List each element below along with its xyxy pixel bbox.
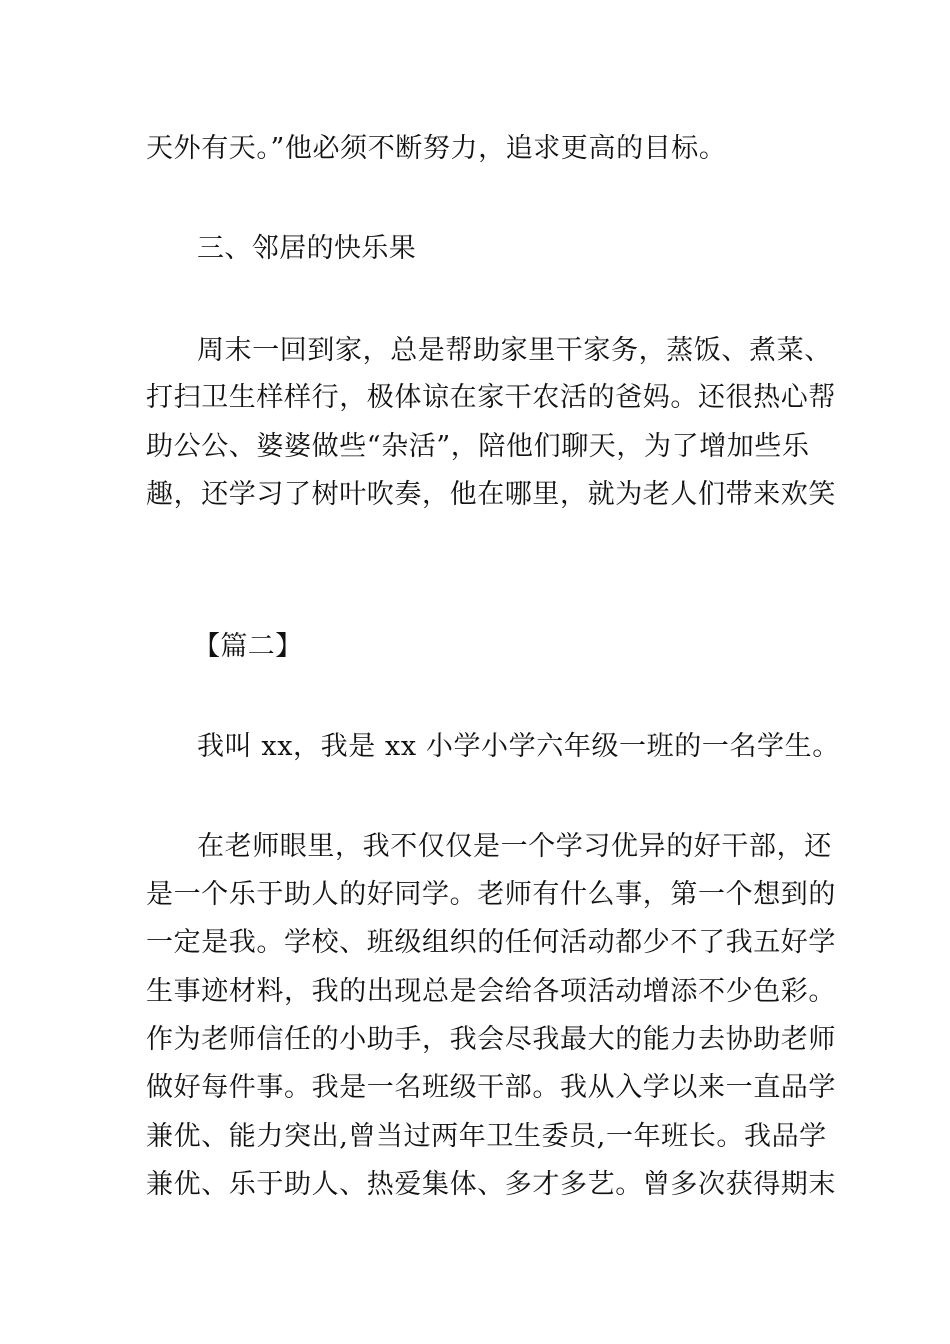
paragraph-line: 天外有天。”他必须不断努力，追求更高的目标。 [146, 133, 727, 164]
paragraph-line: 趣，还学习了树叶吹奏，他在哪里，就为老人们带来欢笑 [146, 479, 836, 510]
paragraph-line: 是一个乐于助人的好同学。老师有什么事，第一个想到的 [146, 879, 836, 910]
section-heading: 三、邻居的快乐果 [197, 233, 417, 264]
paragraph-line: 我叫 xx，我是 xx 小学小学六年级一班的一名学生。 [197, 731, 840, 762]
paragraph-line: 在老师眼里，我不仅仅是一个学习优异的好干部，还 [197, 831, 832, 862]
paragraph-line: 做好每件事。我是一名班级干部。我从入学以来一直品学 [146, 1072, 836, 1103]
paragraph-line: 兼优、能力突出,曾当过两年卫生委员,一年班长。我品学 [146, 1121, 827, 1152]
part-heading: 【篇二】 [193, 631, 303, 662]
paragraph-line: 周末一回到家，总是帮助家里干家务，蒸饭、煮菜、 [197, 335, 832, 366]
paragraph-line: 生事迹材料，我的出现总是会给各项活动增添不少色彩。 [146, 976, 836, 1007]
paragraph-line: 助公公、婆婆做些“杂活”，陪他们聊天，为了增加些乐 [146, 431, 810, 462]
paragraph-line: 作为老师信任的小助手，我会尽我最大的能力去协助老师 [146, 1024, 836, 1055]
paragraph-line: 兼优、乐于助人、热爱集体、多才多艺。曾多次获得期末 [146, 1169, 836, 1200]
paragraph-line: 一定是我。学校、班级组织的任何活动都少不了我五好学 [146, 927, 836, 958]
paragraph-line: 打扫卫生样样行，极体谅在家干农活的爸妈。还很热心帮 [146, 382, 836, 413]
